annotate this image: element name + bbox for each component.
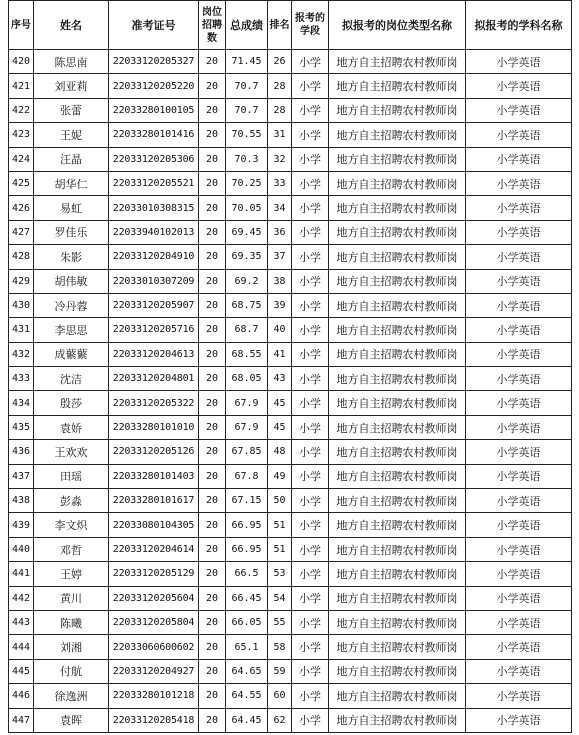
cell-exam-id: 22033120205220: [109, 74, 199, 98]
cell-rank: 51: [268, 537, 292, 561]
cell-score: 67.85: [226, 440, 268, 464]
cell-school: 小学: [292, 684, 329, 708]
cell-score: 69.45: [226, 220, 268, 244]
cell-quota: 20: [199, 74, 226, 98]
cell-subject: 小学英语: [466, 659, 572, 683]
cell-quota: 20: [199, 98, 226, 122]
cell-seq: 435: [9, 415, 34, 439]
table-row: [9, 98, 572, 122]
cell-quota: 20: [199, 245, 226, 269]
cell-post-type: 地方自主招聘农村教师岗: [329, 391, 466, 415]
cell-seq: 423: [9, 123, 34, 147]
cell-seq: 428: [9, 245, 34, 269]
cell-quota: 20: [199, 293, 226, 317]
cell-school: 小学: [292, 342, 329, 366]
cell-score: 70.7: [226, 98, 268, 122]
cell-quota: 20: [199, 123, 226, 147]
cell-school: 小学: [292, 635, 329, 659]
cell-exam-id: 22033060600602: [109, 635, 199, 659]
cell-school: 小学: [292, 98, 329, 122]
cell-score: 70.7: [226, 74, 268, 98]
cell-exam-id: 22033120205129: [109, 562, 199, 586]
cell-seq: 442: [9, 586, 34, 610]
cell-exam-id: 22033120205604: [109, 586, 199, 610]
cell-rank: 37: [268, 245, 292, 269]
cell-name: 邓哲: [34, 537, 109, 561]
cell-subject: 小学英语: [466, 513, 572, 537]
cell-name: 罗佳乐: [34, 220, 109, 244]
cell-post-type: 地方自主招聘农村教师岗: [329, 537, 466, 561]
cell-subject: 小学英语: [466, 635, 572, 659]
cell-exam-id: 22033080104305: [109, 513, 199, 537]
cell-exam-id: 22033280101010: [109, 415, 199, 439]
cell-quota: 20: [199, 659, 226, 683]
cell-name: 陈曦: [34, 610, 109, 634]
cell-subject: 小学英语: [466, 98, 572, 122]
cell-exam-id: 22033010307209: [109, 269, 199, 293]
cell-score: 66.95: [226, 513, 268, 537]
cell-rank: 26: [268, 50, 292, 74]
cell-rank: 28: [268, 74, 292, 98]
cell-rank: 38: [268, 269, 292, 293]
cell-rank: 49: [268, 464, 292, 488]
cell-name: 袁娇: [34, 415, 109, 439]
cell-rank: 41: [268, 342, 292, 366]
cell-exam-id: 22033280101403: [109, 464, 199, 488]
cell-rank: 28: [268, 98, 292, 122]
cell-exam-id: 22033120204927: [109, 659, 199, 683]
cell-rank: 45: [268, 391, 292, 415]
cell-school: 小学: [292, 440, 329, 464]
cell-exam-id: 22033280101617: [109, 489, 199, 513]
cell-quota: 20: [199, 342, 226, 366]
cell-rank: 40: [268, 318, 292, 342]
cell-exam-id: 22033120205804: [109, 610, 199, 634]
cell-name: 李思思: [34, 318, 109, 342]
cell-post-type: 地方自主招聘农村教师岗: [329, 708, 466, 732]
cell-subject: 小学英语: [466, 537, 572, 561]
table-row: [9, 293, 572, 317]
cell-name: 刘湘: [34, 635, 109, 659]
cell-school: 小学: [292, 586, 329, 610]
cell-quota: 20: [199, 489, 226, 513]
cell-quota: 20: [199, 196, 226, 220]
cell-rank: 32: [268, 147, 292, 171]
cell-name: 成蘩蘩: [34, 342, 109, 366]
cell-score: 69.35: [226, 245, 268, 269]
cell-subject: 小学英语: [466, 440, 572, 464]
cell-score: 70.3: [226, 147, 268, 171]
table-row: [9, 586, 572, 610]
cell-rank: 54: [268, 586, 292, 610]
cell-seq: 420: [9, 50, 34, 74]
cell-score: 66.05: [226, 610, 268, 634]
cell-score: 68.55: [226, 342, 268, 366]
cell-rank: 45: [268, 415, 292, 439]
cell-post-type: 地方自主招聘农村教师岗: [329, 513, 466, 537]
cell-school: 小学: [292, 196, 329, 220]
cell-quota: 20: [199, 220, 226, 244]
cell-post-type: 地方自主招聘农村教师岗: [329, 684, 466, 708]
cell-subject: 小学英语: [466, 391, 572, 415]
cell-seq: 432: [9, 342, 34, 366]
cell-school: 小学: [292, 318, 329, 342]
cell-subject: 小学英语: [466, 74, 572, 98]
cell-post-type: 地方自主招聘农村教师岗: [329, 635, 466, 659]
cell-name: 刘亚莉: [34, 74, 109, 98]
cell-subject: 小学英语: [466, 586, 572, 610]
cell-name: 田瑶: [34, 464, 109, 488]
cell-subject: 小学英语: [466, 220, 572, 244]
cell-name: 李文炽: [34, 513, 109, 537]
header-school: 报考的学段: [292, 1, 329, 50]
cell-exam-id: 22033120205521: [109, 171, 199, 195]
cell-rank: 31: [268, 123, 292, 147]
table-row: [9, 489, 572, 513]
cell-score: 68.75: [226, 293, 268, 317]
cell-name: 彭淼: [34, 489, 109, 513]
cell-post-type: 地方自主招聘农村教师岗: [329, 196, 466, 220]
results-table: [8, 0, 572, 733]
cell-seq: 434: [9, 391, 34, 415]
table-row: [9, 684, 572, 708]
cell-quota: 20: [199, 464, 226, 488]
cell-name: 张蕾: [34, 98, 109, 122]
cell-rank: 33: [268, 171, 292, 195]
cell-exam-id: 22033010308315: [109, 196, 199, 220]
results-table-container: [8, 0, 572, 733]
cell-subject: 小学英语: [466, 489, 572, 513]
cell-seq: 430: [9, 293, 34, 317]
header-score: 总成绩: [226, 1, 268, 50]
cell-seq: 445: [9, 659, 34, 683]
cell-subject: 小学英语: [466, 610, 572, 634]
cell-rank: 58: [268, 635, 292, 659]
cell-quota: 20: [199, 171, 226, 195]
cell-school: 小学: [292, 147, 329, 171]
cell-score: 67.15: [226, 489, 268, 513]
cell-post-type: 地方自主招聘农村教师岗: [329, 318, 466, 342]
cell-quota: 20: [199, 50, 226, 74]
cell-subject: 小学英语: [466, 464, 572, 488]
cell-name: 胡伟敏: [34, 269, 109, 293]
cell-quota: 20: [199, 610, 226, 634]
cell-school: 小学: [292, 367, 329, 391]
table-row: [9, 269, 572, 293]
header-name: 姓名: [34, 1, 109, 50]
cell-post-type: 地方自主招聘农村教师岗: [329, 98, 466, 122]
table-row: [9, 708, 572, 732]
cell-subject: 小学英语: [466, 342, 572, 366]
table-row: [9, 196, 572, 220]
cell-subject: 小学英语: [466, 684, 572, 708]
cell-subject: 小学英语: [466, 293, 572, 317]
cell-name: 沈洁: [34, 367, 109, 391]
cell-subject: 小学英语: [466, 269, 572, 293]
cell-name: 陈思南: [34, 50, 109, 74]
cell-seq: 444: [9, 635, 34, 659]
cell-exam-id: 22033120205418: [109, 708, 199, 732]
cell-quota: 20: [199, 440, 226, 464]
cell-school: 小学: [292, 50, 329, 74]
cell-school: 小学: [292, 171, 329, 195]
cell-score: 70.55: [226, 123, 268, 147]
cell-school: 小学: [292, 391, 329, 415]
cell-quota: 20: [199, 318, 226, 342]
cell-post-type: 地方自主招聘农村教师岗: [329, 610, 466, 634]
table-row: [9, 635, 572, 659]
cell-quota: 20: [199, 391, 226, 415]
cell-seq: 429: [9, 269, 34, 293]
cell-score: 66.45: [226, 586, 268, 610]
cell-exam-id: 22033120204801: [109, 367, 199, 391]
cell-subject: 小学英语: [466, 50, 572, 74]
cell-school: 小学: [292, 415, 329, 439]
cell-school: 小学: [292, 513, 329, 537]
cell-post-type: 地方自主招聘农村教师岗: [329, 562, 466, 586]
cell-rank: 53: [268, 562, 292, 586]
cell-exam-id: 22033120205306: [109, 147, 199, 171]
cell-name: 王妮: [34, 123, 109, 147]
cell-score: 70.05: [226, 196, 268, 220]
cell-name: 王欢欢: [34, 440, 109, 464]
cell-seq: 427: [9, 220, 34, 244]
cell-quota: 20: [199, 147, 226, 171]
cell-post-type: 地方自主招聘农村教师岗: [329, 659, 466, 683]
cell-post-type: 地方自主招聘农村教师岗: [329, 342, 466, 366]
cell-post-type: 地方自主招聘农村教师岗: [329, 586, 466, 610]
cell-quota: 20: [199, 537, 226, 561]
cell-school: 小学: [292, 659, 329, 683]
table-body: [9, 50, 572, 733]
cell-exam-id: 22033280101218: [109, 684, 199, 708]
cell-post-type: 地方自主招聘农村教师岗: [329, 123, 466, 147]
cell-post-type: 地方自主招聘农村教师岗: [329, 245, 466, 269]
cell-post-type: 地方自主招聘农村教师岗: [329, 415, 466, 439]
cell-score: 67.8: [226, 464, 268, 488]
cell-score: 68.05: [226, 367, 268, 391]
cell-school: 小学: [292, 489, 329, 513]
cell-rank: 55: [268, 610, 292, 634]
cell-rank: 34: [268, 196, 292, 220]
table-row: [9, 610, 572, 634]
cell-name: 付航: [34, 659, 109, 683]
cell-exam-id: 22033120205322: [109, 391, 199, 415]
cell-post-type: 地方自主招聘农村教师岗: [329, 74, 466, 98]
cell-score: 66.5: [226, 562, 268, 586]
cell-subject: 小学英语: [466, 123, 572, 147]
cell-school: 小学: [292, 537, 329, 561]
table-row: [9, 147, 572, 171]
cell-name: 徐逸洲: [34, 684, 109, 708]
cell-post-type: 地方自主招聘农村教师岗: [329, 293, 466, 317]
cell-school: 小学: [292, 245, 329, 269]
cell-score: 68.7: [226, 318, 268, 342]
cell-exam-id: 22033120204910: [109, 245, 199, 269]
cell-seq: 426: [9, 196, 34, 220]
cell-school: 小学: [292, 562, 329, 586]
cell-quota: 20: [199, 269, 226, 293]
cell-rank: 59: [268, 659, 292, 683]
cell-score: 67.9: [226, 415, 268, 439]
cell-score: 71.45: [226, 50, 268, 74]
cell-seq: 446: [9, 684, 34, 708]
cell-post-type: 地方自主招聘农村教师岗: [329, 50, 466, 74]
table-row: [9, 391, 572, 415]
cell-quota: 20: [199, 635, 226, 659]
header-subject: 拟报考的学科名称: [466, 1, 572, 50]
cell-exam-id: 22033120205716: [109, 318, 199, 342]
cell-post-type: 地方自主招聘农村教师岗: [329, 367, 466, 391]
cell-exam-id: 22033120205327: [109, 50, 199, 74]
cell-score: 70.25: [226, 171, 268, 195]
cell-school: 小学: [292, 123, 329, 147]
cell-exam-id: 22033120205907: [109, 293, 199, 317]
cell-exam-id: 22033120205126: [109, 440, 199, 464]
table-row: [9, 464, 572, 488]
cell-seq: 438: [9, 489, 34, 513]
cell-name: 殷莎: [34, 391, 109, 415]
header-exam-id: 准考证号: [109, 1, 199, 50]
cell-seq: 421: [9, 74, 34, 98]
cell-post-type: 地方自主招聘农村教师岗: [329, 269, 466, 293]
cell-school: 小学: [292, 293, 329, 317]
header-post-type: 拟报考的岗位类型名称: [329, 1, 466, 50]
cell-subject: 小学英语: [466, 708, 572, 732]
table-row: [9, 562, 572, 586]
cell-name: 汪晶: [34, 147, 109, 171]
cell-school: 小学: [292, 708, 329, 732]
cell-seq: 437: [9, 464, 34, 488]
cell-quota: 20: [199, 415, 226, 439]
table-row: [9, 537, 572, 561]
cell-quota: 20: [199, 562, 226, 586]
cell-rank: 50: [268, 489, 292, 513]
cell-score: 64.55: [226, 684, 268, 708]
cell-subject: 小学英语: [466, 367, 572, 391]
cell-subject: 小学英语: [466, 147, 572, 171]
table-row: [9, 123, 572, 147]
cell-subject: 小学英语: [466, 171, 572, 195]
header-seq: 序号: [9, 1, 34, 50]
cell-name: 冷丹蓉: [34, 293, 109, 317]
cell-score: 64.65: [226, 659, 268, 683]
cell-seq: 433: [9, 367, 34, 391]
cell-exam-id: 22033940102013: [109, 220, 199, 244]
cell-post-type: 地方自主招聘农村教师岗: [329, 440, 466, 464]
cell-score: 64.45: [226, 708, 268, 732]
cell-seq: 439: [9, 513, 34, 537]
cell-seq: 440: [9, 537, 34, 561]
cell-exam-id: 22033280101416: [109, 123, 199, 147]
cell-seq: 441: [9, 562, 34, 586]
cell-post-type: 地方自主招聘农村教师岗: [329, 147, 466, 171]
cell-subject: 小学英语: [466, 245, 572, 269]
cell-subject: 小学英语: [466, 318, 572, 342]
cell-name: 胡华仁: [34, 171, 109, 195]
table-row: [9, 171, 572, 195]
cell-post-type: 地方自主招聘农村教师岗: [329, 489, 466, 513]
table-row: [9, 220, 572, 244]
cell-post-type: 地方自主招聘农村教师岗: [329, 464, 466, 488]
cell-quota: 20: [199, 684, 226, 708]
table-row: [9, 367, 572, 391]
cell-score: 67.9: [226, 391, 268, 415]
cell-name: 王婷: [34, 562, 109, 586]
table-row: [9, 440, 572, 464]
cell-post-type: 地方自主招聘农村教师岗: [329, 171, 466, 195]
cell-school: 小学: [292, 220, 329, 244]
cell-school: 小学: [292, 269, 329, 293]
cell-rank: 60: [268, 684, 292, 708]
cell-quota: 20: [199, 367, 226, 391]
cell-rank: 62: [268, 708, 292, 732]
cell-exam-id: 22033280100105: [109, 98, 199, 122]
cell-exam-id: 22033120204613: [109, 342, 199, 366]
table-row: [9, 342, 572, 366]
cell-seq: 425: [9, 171, 34, 195]
cell-subject: 小学英语: [466, 196, 572, 220]
cell-rank: 36: [268, 220, 292, 244]
cell-seq: 436: [9, 440, 34, 464]
cell-name: 易虹: [34, 196, 109, 220]
cell-name: 朱影: [34, 245, 109, 269]
table-row: [9, 245, 572, 269]
cell-subject: 小学英语: [466, 562, 572, 586]
cell-rank: 43: [268, 367, 292, 391]
cell-school: 小学: [292, 74, 329, 98]
table-row: [9, 659, 572, 683]
cell-name: 袁晖: [34, 708, 109, 732]
table-row: [9, 318, 572, 342]
cell-seq: 424: [9, 147, 34, 171]
table-row: [9, 74, 572, 98]
cell-score: 65.1: [226, 635, 268, 659]
cell-school: 小学: [292, 610, 329, 634]
header-row: [9, 1, 572, 50]
cell-subject: 小学英语: [466, 415, 572, 439]
cell-rank: 51: [268, 513, 292, 537]
cell-seq: 431: [9, 318, 34, 342]
header-quota: 岗位招聘数: [199, 1, 226, 50]
cell-seq: 447: [9, 708, 34, 732]
cell-score: 69.2: [226, 269, 268, 293]
cell-exam-id: 22033120204614: [109, 537, 199, 561]
cell-quota: 20: [199, 708, 226, 732]
table-row: [9, 50, 572, 74]
cell-school: 小学: [292, 464, 329, 488]
table-row: [9, 415, 572, 439]
cell-score: 66.95: [226, 537, 268, 561]
cell-quota: 20: [199, 586, 226, 610]
cell-rank: 39: [268, 293, 292, 317]
table-row: [9, 513, 572, 537]
cell-name: 黄川: [34, 586, 109, 610]
cell-post-type: 地方自主招聘农村教师岗: [329, 220, 466, 244]
cell-quota: 20: [199, 513, 226, 537]
header-rank: 排名: [268, 1, 292, 50]
cell-seq: 422: [9, 98, 34, 122]
cell-seq: 443: [9, 610, 34, 634]
cell-rank: 48: [268, 440, 292, 464]
